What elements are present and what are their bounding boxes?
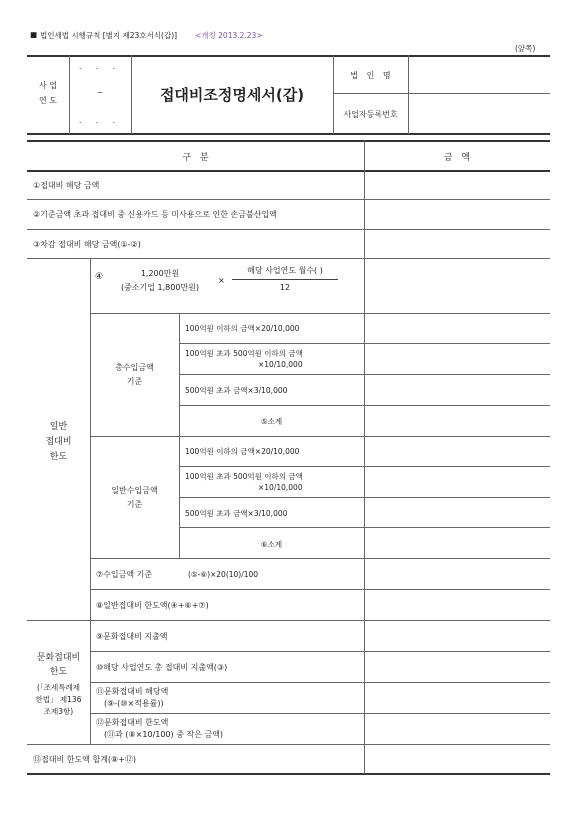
total-income-tier3: 500억원 초과 금액×3/10,000 xyxy=(185,386,288,395)
subtotal-6: ⑥소계 xyxy=(260,540,283,549)
general-income-tier2b: ×10/10,000 xyxy=(258,483,303,492)
amount-field-9[interactable] xyxy=(365,621,549,650)
culture-label-4: 한법」 제136 xyxy=(35,695,82,704)
amount-field-gi1[interactable] xyxy=(365,437,549,465)
total-income-label-1: 총수입금액 xyxy=(115,363,154,372)
general-income-tier2a: 100억원 초과 500억원 이하의 금액 xyxy=(185,472,303,481)
amount-field-1[interactable] xyxy=(365,171,549,198)
amount-field-8[interactable] xyxy=(365,590,549,619)
general-income-tier3: 500억원 초과 금액×3/10,000 xyxy=(185,509,288,518)
culture-label-1: 문화접대비 xyxy=(36,653,81,663)
business-year-label-1: 사 업 xyxy=(39,81,57,90)
general-limit-label-1: 일반 xyxy=(49,422,68,432)
item7-label: ⑦수입금액 기준 xyxy=(96,570,153,579)
col-category-header: 구 분 xyxy=(182,153,209,163)
item12-formula: (⑪과 (⑧×10/100) 중 작은 금액) xyxy=(104,730,224,739)
amount-field-ti3[interactable] xyxy=(365,375,549,404)
general-limit-label-2: 접대비 xyxy=(45,437,72,447)
total-income-label-2: 기준 xyxy=(126,377,143,386)
front-page-label: (앞쪽) xyxy=(515,44,536,53)
culture-label-2: 한도 xyxy=(49,667,68,677)
fraction-bar xyxy=(232,279,338,280)
form-title: 접대비조정명세서(갑) xyxy=(159,86,305,104)
amount-field-11[interactable] xyxy=(365,683,549,712)
corp-name-label: 법 인 명 xyxy=(350,71,391,80)
general-limit-label-3: 한도 xyxy=(49,452,68,462)
total-income-tier1: 100억원 이하의 금액×20/10,000 xyxy=(185,324,300,333)
corp-name-field[interactable] xyxy=(409,56,549,92)
amount-field-gi3[interactable] xyxy=(365,498,549,526)
row-card-nondeductible: ②기준금액 초과 접대비 중 신용카드 등 미사용으로 인한 손금불산입액 xyxy=(33,210,277,219)
amount-field-12[interactable] xyxy=(365,714,549,743)
date-from-field[interactable]: . . . xyxy=(79,62,121,71)
culture-label-3: (「조세특례제 xyxy=(37,683,80,692)
amount-field-ti1[interactable] xyxy=(365,314,549,342)
item13-total-limit: ⑬접대비 한도액 합계(⑧+⑫) xyxy=(33,755,137,764)
biz-no-field[interactable] xyxy=(409,94,549,132)
general-income-label-1: 일반수입금액 xyxy=(111,486,158,495)
general-income-tier1: 100억원 이하의 금액×20/10,000 xyxy=(185,447,300,456)
item4-base-amount: 1,200만원 xyxy=(140,269,180,278)
amount-field-gi2[interactable] xyxy=(365,467,549,496)
amount-field-3[interactable] xyxy=(365,230,549,257)
general-income-label-2: 기준 xyxy=(126,500,143,509)
total-income-tier2a: 100억원 초과 500억원 이하의 금액 xyxy=(185,349,303,358)
item8-general-limit: ⑧일반접대비 한도액(④+⑥+⑦) xyxy=(96,601,209,610)
item11-formula: (⑨-(⑩×적용률)) xyxy=(104,699,164,708)
date-to-field[interactable]: . . . xyxy=(79,116,121,125)
amount-field-ti2[interactable] xyxy=(365,344,549,373)
amount-field-6[interactable] xyxy=(365,528,549,557)
col-amount-header: 금 액 xyxy=(443,153,471,163)
item7-formula: (⑤-⑥)×20(10)/100 xyxy=(188,570,259,579)
date-tilde: ~ xyxy=(96,88,104,97)
amount-field-10[interactable] xyxy=(365,652,549,681)
item11-culture-amount: ⑪문화접대비 해당액 xyxy=(96,687,169,696)
header-bullet: ■ xyxy=(30,30,38,39)
item4-sme-amount: (중소기업 1,800만원) xyxy=(120,283,200,292)
amount-field-13[interactable] xyxy=(365,745,549,772)
item4-numerator: 해당 사업연도 월수( ) xyxy=(247,266,323,275)
subtotal-5: ⑤소계 xyxy=(260,417,283,426)
item4-denominator: 12 xyxy=(279,283,291,292)
revision-text: <개정 2013.2.23> xyxy=(195,31,263,40)
item4-number: ④ xyxy=(95,272,104,282)
business-year-label-2: 연 도 xyxy=(39,96,57,105)
regulation-text: 법인세법 시행규칙 [별지 제23호서식(갑)] xyxy=(40,31,178,40)
item12-culture-limit: ⑫문화접대비 한도액 xyxy=(96,718,169,727)
biz-no-label: 사업자등록번호 xyxy=(343,110,398,119)
item4-times: × xyxy=(218,276,225,285)
amount-field-2[interactable] xyxy=(365,200,549,228)
amount-field-4[interactable] xyxy=(365,259,549,312)
total-income-tier2b: ×10/10,000 xyxy=(258,360,303,369)
amount-field-7[interactable] xyxy=(365,559,549,588)
row-entertainment-amount: ①접대비 해당 금액 xyxy=(33,181,100,190)
row-net-entertainment: ③차감 접대비 해당 금액(①-②) xyxy=(33,240,141,249)
item10-total-spend: ⑩해당 사업연도 총 접대비 지출액(③) xyxy=(96,663,228,672)
amount-field-5[interactable] xyxy=(365,406,549,435)
item9-culture-spend: ⑨문화접대비 지출액 xyxy=(96,632,168,641)
culture-label-5: 조제3항) xyxy=(43,707,74,716)
